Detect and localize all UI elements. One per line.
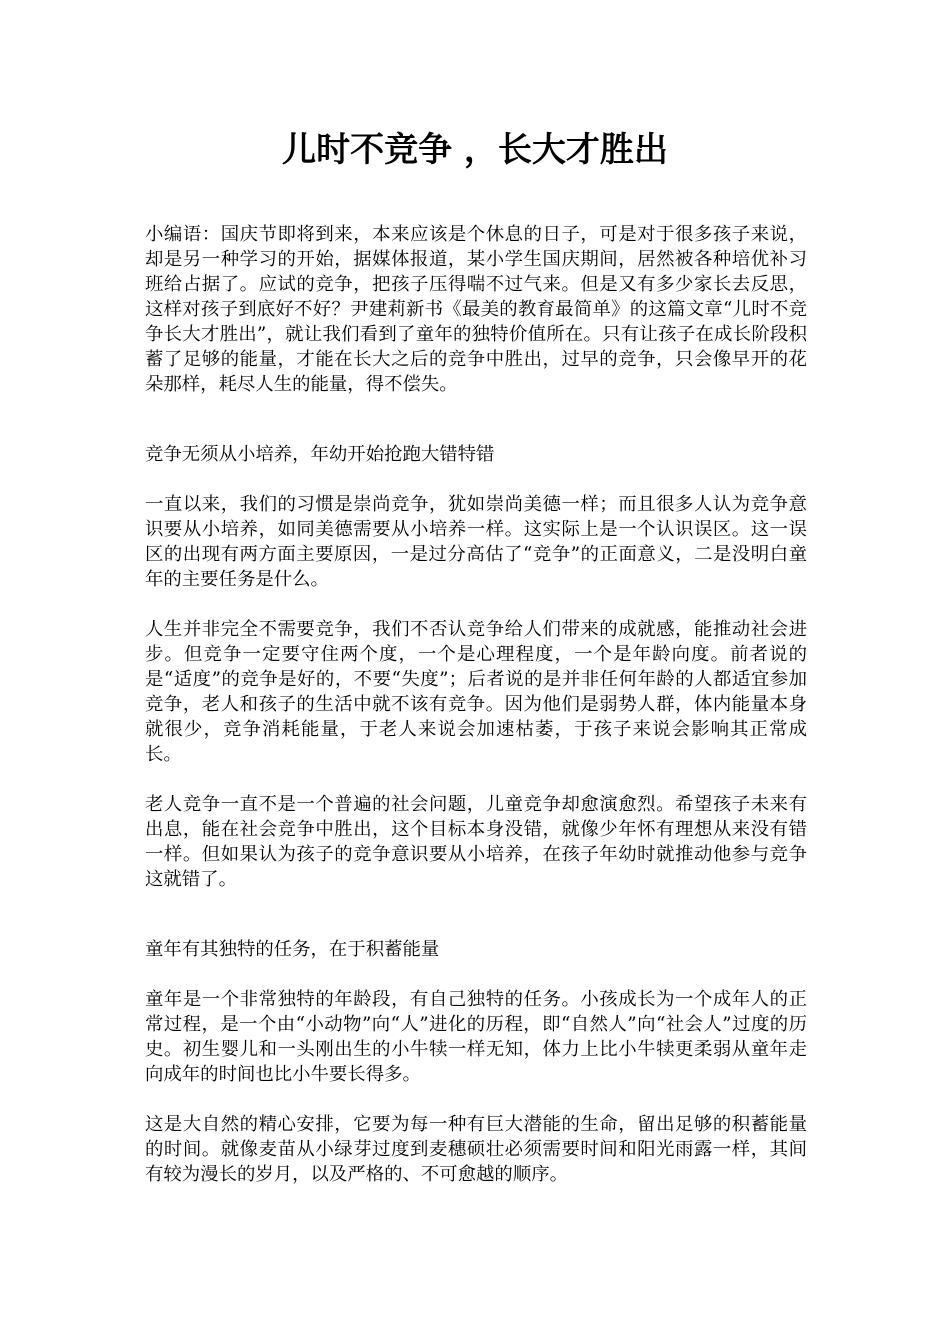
paragraph-habit: 一直以来，我们的习惯是崇尚竞争，犹如崇尚美德一样；而且很多人认为竞争意识要从小培养，如同美德需要从小培养一样。这实际上是一个认识误区。这一误区的出现有两方面主要原因，一是过分高估了“竞争”的正面意义，二是没明白童年的主要任务是什么。 bbox=[145, 494, 807, 590]
page-title: 儿时不竞争 ，长大才胜出 bbox=[282, 130, 668, 170]
paragraph-elderly-children: 老人竞争一直不是一个普遍的社会问题，儿童竞争却愈演愈烈。希望孩子未来有出息，能在社会竞争中胜出，这个目标本身没错，就像少年怀有理想从来没有错一样。但如果认为孩子的竞争意识要从小培养，在孩子年幼时就推动他参与竞争这就错了。 bbox=[145, 794, 807, 890]
article-body bbox=[145, 222, 807, 1187]
spacer bbox=[145, 397, 807, 442]
paragraph-nature-arrangement: 这是大自然的精心安排，它要为每一种有巨大潜能的生命，留出足够的积蓄能量的时间。就像麦苗从小绿芽过度到麦穗硕壮必须需要时间和阳光雨露一样，其间有较为漫长的岁月，以及严格的、不可愈越的顺序。 bbox=[145, 1114, 807, 1185]
intro-paragraph: 小编语：国庆节即将到来，本来应该是个休息的日子，可是对于很多孩子来说，却是另一种学习的开始，据媒体报道，某小学生国庆期间，居然被各种培优补习班给占据了。应试的竞争，把孩子压得喘不过气来。但是又有多少家长去反思，这样对孩子到底好不好？尹建莉新书《最美的教育最简单》的这篇文章“儿时不竞争长大才胜出”，就让我们看到了童年的独特价值所在。只有让孩子在成长阶段积蓄了足够的能量，才能在长大之后的竞争中胜出，过早的竞争，只会像早开的花朵那样，耗尽人生的能量，得不偿失。 bbox=[145, 224, 807, 395]
spacer bbox=[145, 767, 807, 792]
section-heading-childhood: 童年有其独特的任务，在于积蓄能量 bbox=[145, 939, 440, 960]
section-heading-competition: 竞争无须从小培养，年幼开始抢跑大错特错 bbox=[145, 444, 495, 465]
paragraph-childhood-stage: 童年是一个非常独特的年龄段，有自己独特的任务。小孩成长为一个成年人的正常过程，是一个由“小动物”向“人”进化的历程，即“自然人”向“社会人”过度的历史。初生婴儿和一头刚出生的小牛犊一样无知，体力上比小牛犊更柔弱从童年走向成年的时间也比小牛要长得多。 bbox=[145, 989, 807, 1085]
spacer bbox=[145, 467, 807, 492]
spacer bbox=[145, 1087, 807, 1112]
spacer bbox=[145, 892, 807, 937]
spacer bbox=[145, 962, 807, 987]
paragraph-two-degrees: 人生并非完全不需要竞争，我们不否认竞争给人们带来的成就感，能推动社会进步。但竞争一定要守住两个度，一个是心理程度，一个是年龄向度。前者说的是“适度”的竞争是好的，不要“失度”；后者说的是并非任何年龄的人都适宜参加竞争，老人和孩子的生活中就不该有竞争。因为他们是弱势人群，体内能量本身就很少，竞争消耗能量，于老人来说会加速枯萎，于孩子来说会影响其正常成长。 bbox=[145, 619, 807, 765]
spacer bbox=[145, 592, 807, 617]
